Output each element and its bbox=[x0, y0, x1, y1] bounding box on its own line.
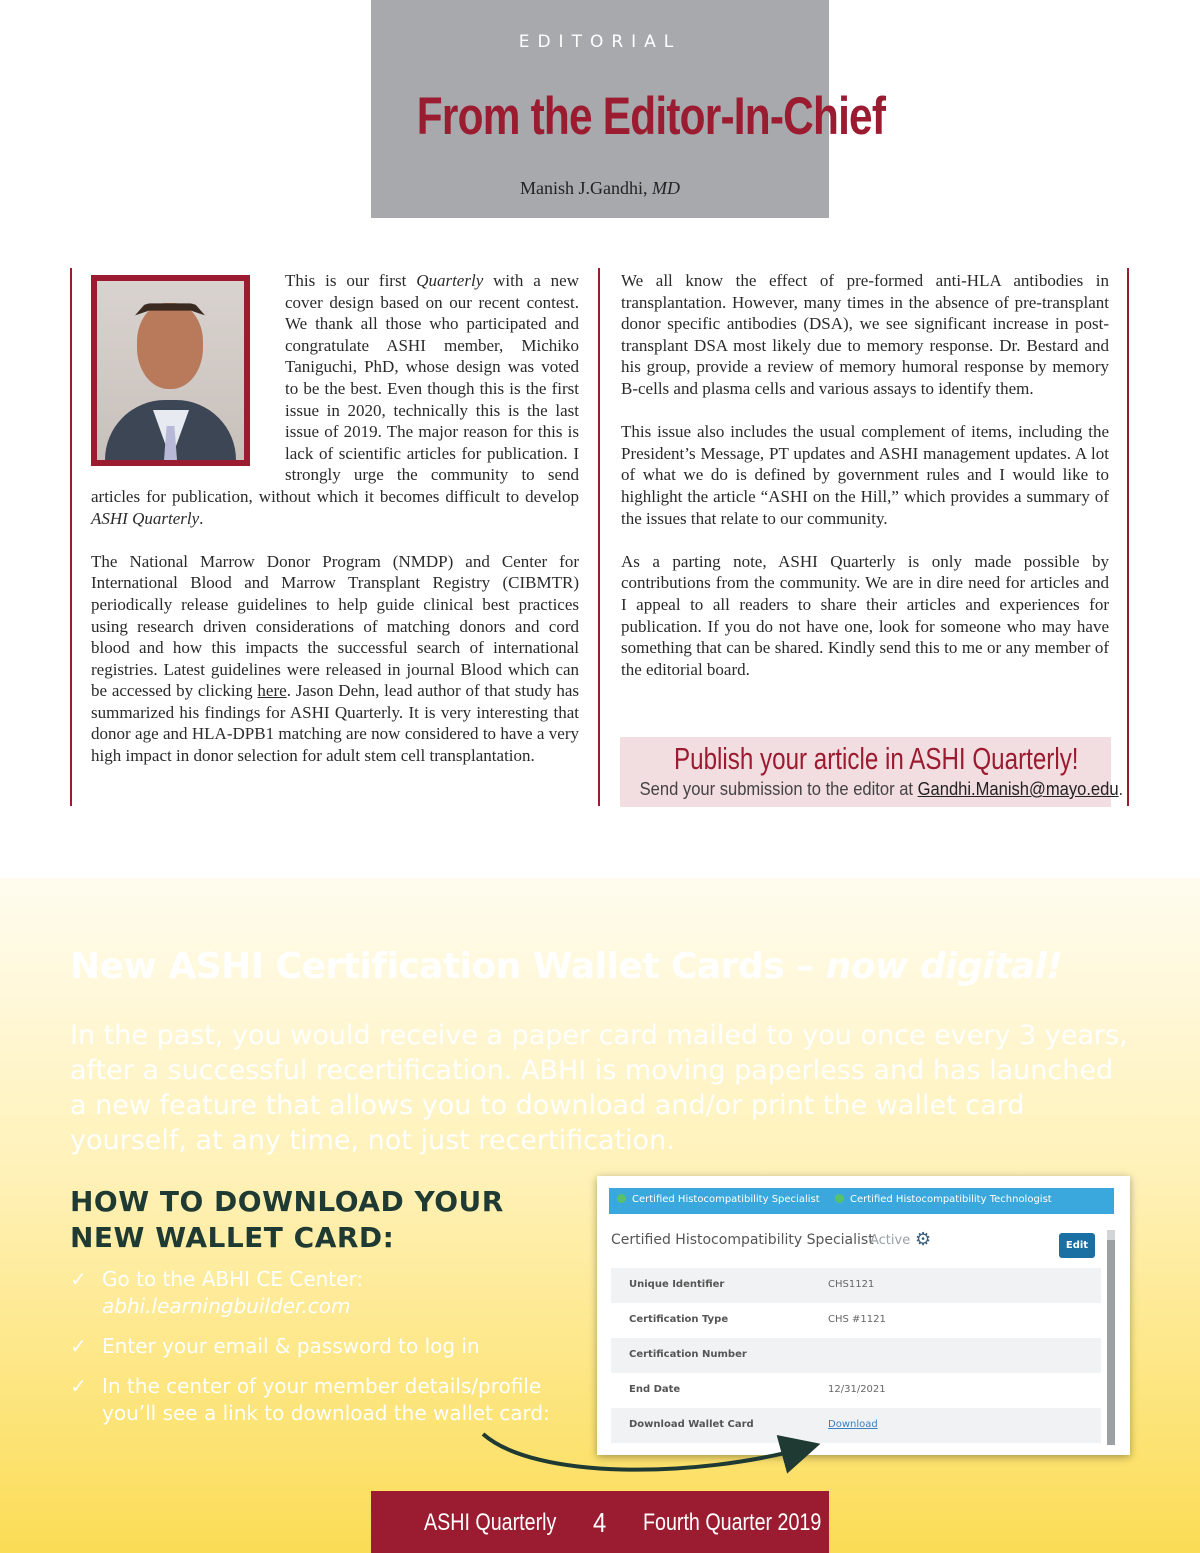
text-run-italic: now digital! bbox=[825, 946, 1063, 987]
text-run: with a new cover design based on our recent contest. We thank all those who participated and congratulate ASHI member, Michiko Taniguchi, PhD, whose design was voted to be the best. Even though this is the first issue in 2020, technically this is the last issue of 2019. The major reason for this is lack of scientific articles for publication. I strongly urge the community to send articles for publication, without which it becomes difficult to develop bbox=[91, 271, 580, 506]
curved-arrow-icon bbox=[475, 1420, 825, 1480]
right-paragraph-1: We all know the effect of pre-formed anti-HLA antibodies in transplantation. However, many times in the absence of pre-transplant donor specific antibodies (DSA), we see significant increase in post-transplant DSA most likely due to memory response. Dr. Bestard and his group, provide a review of memory humoral response by memory B-cells and plasma cells and various assays to identify them. bbox=[621, 271, 1109, 398]
section-label: EDITORIAL bbox=[518, 32, 682, 52]
row-label: Certification Type bbox=[629, 1314, 729, 1325]
page-title: From the Editor-In-Chief bbox=[416, 87, 886, 146]
step-text: Go to the ABHI CE Center: bbox=[102, 1267, 364, 1291]
tab-label: Certified Histocompatibility Technologist bbox=[850, 1194, 1052, 1205]
author-name: Manish J.Gandhi, bbox=[520, 178, 648, 198]
editor-email-link[interactable]: Gandhi.Manish@mayo.edu bbox=[917, 779, 1119, 799]
table-row bbox=[611, 1338, 1101, 1373]
text-run: New ASHI Certification Wallet Cards – bbox=[70, 946, 826, 987]
certification-heading: Certified Histocompatibility Specialist bbox=[611, 1232, 874, 1248]
download-link[interactable]: Download bbox=[828, 1419, 878, 1430]
row-value: CHS #1121 bbox=[828, 1314, 886, 1325]
list-item bbox=[70, 1373, 560, 1427]
right-paragraph-3: As a parting note, ASHI Quarterly is only made possible by contributions from the community. We are in dire need for articles and I appeal to all readers to share their articles and experiences for publication. If you do not have one, look for someone who may have something that can be shared. Kindly send this to me or any member of the editorial board. bbox=[621, 551, 1109, 679]
status-dot-icon bbox=[835, 1194, 844, 1203]
list-item bbox=[70, 1266, 560, 1320]
howto-heading: HOW TO DOWNLOAD YOUR NEW WALLET CARD: bbox=[70, 1185, 504, 1254]
status-badge: Active bbox=[870, 1233, 911, 1248]
right-column bbox=[621, 270, 1109, 680]
text-run: . bbox=[1118, 779, 1124, 799]
text-run: . bbox=[199, 508, 204, 528]
publish-callout bbox=[620, 737, 1124, 807]
edit-button[interactable]: Edit bbox=[1059, 1233, 1095, 1258]
text-run-italic: Quarterly bbox=[416, 271, 484, 290]
row-label: End Date bbox=[629, 1384, 681, 1395]
author-degree: MD bbox=[652, 178, 680, 198]
row-value: 12/31/2021 bbox=[828, 1384, 886, 1395]
publish-subtitle bbox=[639, 779, 1124, 800]
center-column-rule bbox=[598, 268, 600, 806]
text-run: This is our first bbox=[285, 271, 417, 290]
text-run: . Jason Dehn, lead author of that study has summarized his findings for ASHI Quarterly. It is very interesting that donor age and HLA-DPB1 matching are now considered to have a very high impact in donor selection for adult stem cell transplantation. bbox=[91, 681, 579, 766]
left-column-rule bbox=[70, 268, 72, 806]
checkmark-icon: ✓ bbox=[70, 1267, 87, 1291]
page-number: 4 bbox=[593, 1507, 607, 1538]
gear-icon[interactable]: ⚙ bbox=[915, 1229, 932, 1250]
wallet-intro: In the past, you would receive a paper card mailed to you once every 3 years, after a successful recertification. ABHI is moving paperless and has launched a new feature that allows you to download and/or print the wallet card yourself, at any time, not just recertification. bbox=[70, 1020, 1128, 1156]
checkmark-icon: ✓ bbox=[70, 1334, 87, 1358]
author-byline bbox=[371, 178, 829, 199]
steps-list bbox=[70, 1266, 560, 1440]
footer-issue: Fourth Quarter 2019 bbox=[643, 1509, 822, 1536]
table-row bbox=[611, 1268, 1101, 1303]
status-dot-icon bbox=[617, 1194, 626, 1203]
guidelines-link[interactable]: here bbox=[257, 681, 287, 701]
text-run: The National Marrow Donor Program (NMDP) and Center for International Blood and Marrow Transplant Registry (CIBMTR) periodically release guidelines to help guide clinical best practices using research driven considerations of matching donors and cord blood and how this impacts the successful search of international registries. Latest guidelines were released in journal Blood which can be accessed by clicking bbox=[91, 551, 579, 701]
row-value: CHS1121 bbox=[828, 1279, 875, 1290]
left-paragraph-2 bbox=[91, 551, 579, 767]
certification-tabs bbox=[609, 1188, 1114, 1214]
tab-label: Certified Histocompatibility Specialist bbox=[632, 1194, 820, 1205]
table-row bbox=[611, 1303, 1101, 1338]
right-column-rule bbox=[1127, 268, 1129, 806]
checkmark-icon: ✓ bbox=[70, 1374, 87, 1398]
editor-photo bbox=[91, 275, 250, 466]
publish-title: Publish your article in ASHI Quarterly! bbox=[674, 741, 1079, 776]
header-box bbox=[371, 0, 886, 218]
page-footer bbox=[371, 1491, 829, 1553]
tab-specialist[interactable] bbox=[617, 1194, 820, 1205]
right-paragraph-2: This issue also includes the usual complement of items, including the President’s Message, PT updates and ASHI management updates. A lot of what we do is defined by government rules and I would like to highlight the article “ASHI on the Hill,” which provides a summary of the issues that relate to our community. bbox=[621, 422, 1109, 528]
table-row bbox=[611, 1373, 1101, 1408]
text-run-italic: ASHI Quarterly bbox=[91, 508, 200, 528]
step-text: In the center of your member details/profile you’ll see a link to download the wallet card: bbox=[102, 1374, 550, 1425]
scrollbar-thumb[interactable] bbox=[1107, 1240, 1115, 1445]
row-label: Unique Identifier bbox=[629, 1279, 725, 1290]
portrait-image bbox=[97, 281, 244, 460]
left-column bbox=[91, 270, 579, 767]
learningbuilder-link[interactable]: abhi.learningbuilder.com bbox=[102, 1294, 351, 1318]
profile-screenshot bbox=[597, 1176, 1130, 1455]
step-text: Enter your email & password to log in bbox=[102, 1334, 480, 1358]
text-run: Send your submission to the editor at bbox=[639, 779, 918, 799]
row-label: Certification Number bbox=[629, 1349, 747, 1360]
footer-publication: ASHI Quarterly bbox=[424, 1509, 557, 1536]
list-item bbox=[70, 1333, 560, 1360]
row-label: Download Wallet Card bbox=[629, 1419, 754, 1430]
tab-technologist[interactable] bbox=[835, 1194, 1052, 1205]
wallet-title bbox=[70, 946, 1062, 987]
